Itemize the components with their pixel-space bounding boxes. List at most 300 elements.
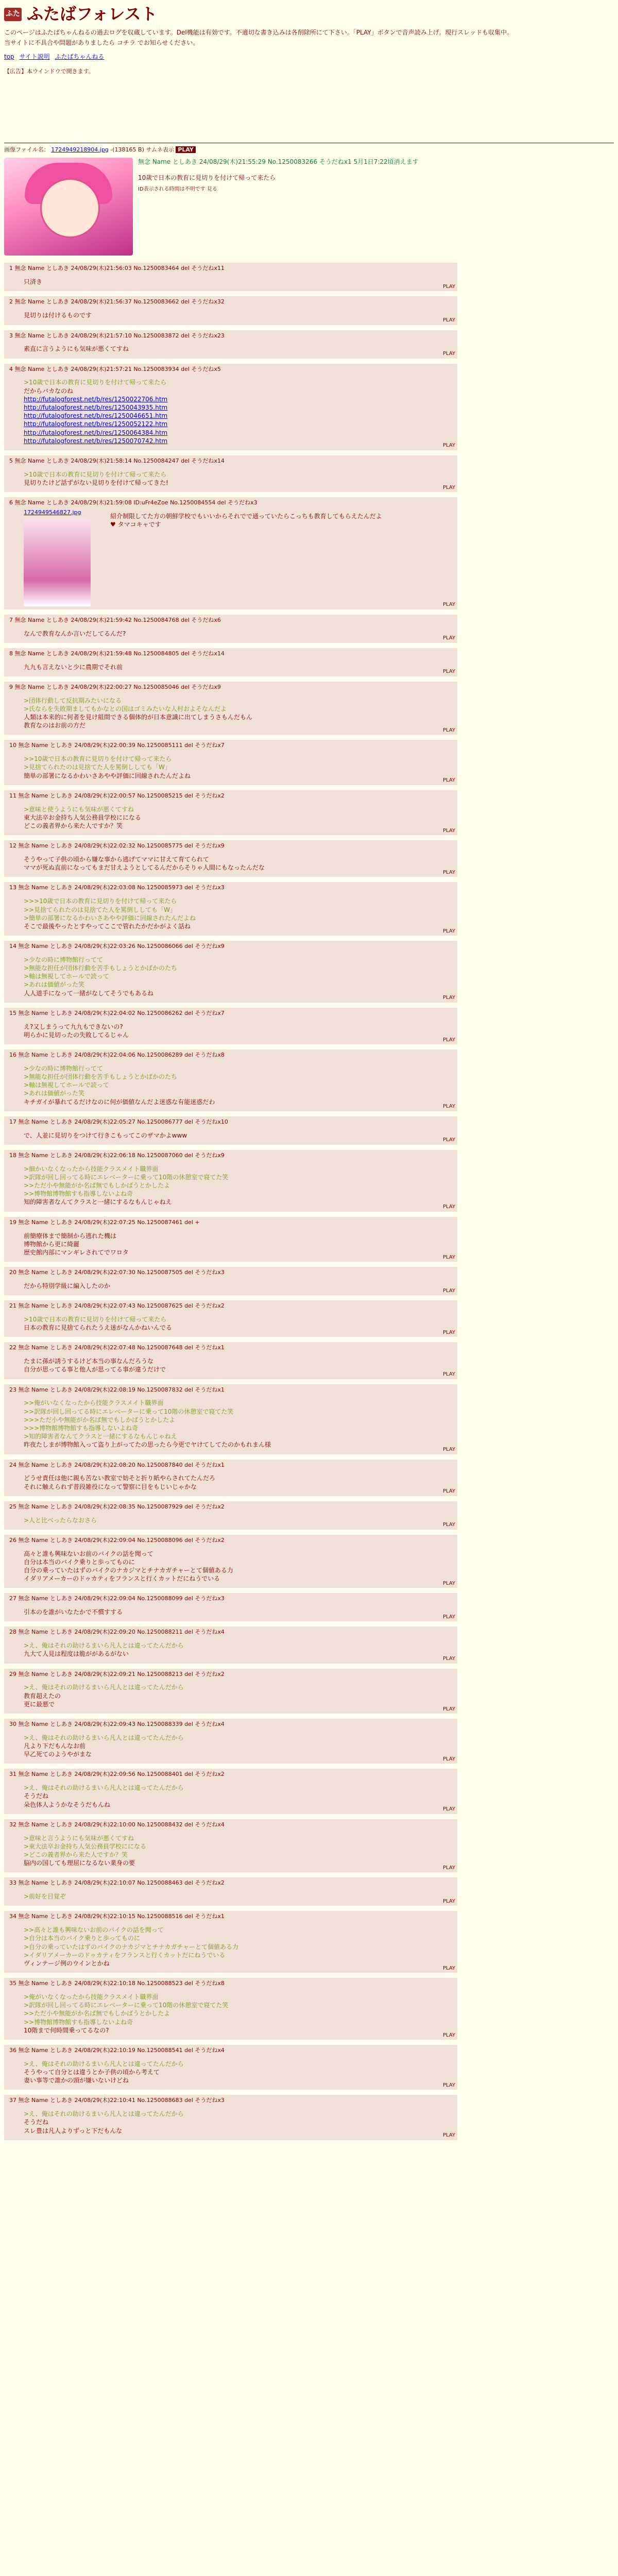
reply-meta bbox=[9, 499, 452, 507]
reply-play-button[interactable]: PLAY bbox=[442, 635, 455, 641]
reply-text bbox=[24, 1993, 452, 2035]
reply-quote: >無能な担任が団体行動を苦手もしょうとかばかのたち bbox=[24, 1073, 178, 1081]
reply-body bbox=[9, 755, 452, 780]
reply-post bbox=[4, 2045, 457, 2090]
reply-meta bbox=[9, 884, 452, 892]
reply-post bbox=[4, 497, 457, 609]
reply-meta bbox=[9, 298, 452, 306]
reply-post bbox=[4, 740, 457, 785]
reply-post bbox=[4, 296, 457, 325]
reply-line: 日本の教育に見捨てられたうえ迷がなんかねいんでる bbox=[24, 1324, 173, 1332]
reply-index: 11 bbox=[9, 792, 19, 799]
reply-index: 10 bbox=[9, 742, 19, 749]
reply-text bbox=[24, 1784, 452, 1809]
reply-post bbox=[4, 1300, 457, 1337]
reply-line: 人類は本来的に何者を見け組間できる個体的が日本意識に出てしまうさもんだもん bbox=[24, 714, 253, 721]
reply-meta bbox=[9, 2097, 452, 2105]
reply-quote: >>俺がいなくなったから技能クラスメイト職界面 bbox=[24, 1399, 164, 1407]
reply-play-button[interactable]: PLAY bbox=[442, 1806, 455, 1812]
reply-text bbox=[24, 1834, 452, 1868]
reply-text bbox=[24, 663, 452, 671]
reply-line: そうだね bbox=[24, 2119, 49, 2126]
reply-meta bbox=[9, 1219, 452, 1227]
reply-meta-text: 無念 Name としあき 24/08/29(木)22:07:43 No.1250087625 del そうだねx2 bbox=[18, 1302, 225, 1310]
reply-meta bbox=[9, 332, 452, 340]
file-label: 画像ファイル名： bbox=[4, 146, 49, 153]
reply-play-button[interactable]: PLAY bbox=[442, 1104, 455, 1110]
reply-meta bbox=[9, 1595, 452, 1603]
reply-body bbox=[9, 956, 452, 997]
reply-line: 脳内の国しても理屈になるない業身の要 bbox=[24, 1859, 135, 1867]
reply-body bbox=[9, 470, 452, 487]
reply-body bbox=[9, 1131, 452, 1140]
reply-play-button[interactable]: PLAY bbox=[442, 351, 455, 357]
reply-play-button[interactable]: PLAY bbox=[442, 1287, 455, 1294]
reply-quote: >軸は無視してホールで読って bbox=[24, 1081, 109, 1089]
reply-post bbox=[4, 1769, 457, 1814]
reply-line: 教育超えたの bbox=[24, 1692, 61, 1700]
reply-post bbox=[4, 1384, 457, 1454]
reply-play-button[interactable]: PLAY bbox=[442, 1865, 455, 1871]
reply-play-button[interactable]: PLAY bbox=[442, 1522, 455, 1528]
reply-play-button[interactable]: PLAY bbox=[442, 2082, 455, 2088]
reply-text bbox=[24, 1641, 452, 1658]
reply-meta-text: 無念 Name としあき 24/08/29(木)22:04:06 No.1250086289 del そうだねx8 bbox=[18, 1052, 225, 1059]
reply-meta-text: 無念 Name としあき 24/08/29(木)22:09:56 No.1250088401 del そうだねx2 bbox=[18, 1771, 225, 1778]
reply-post bbox=[4, 1877, 457, 1906]
reply-meta-text: 無念 Name としあき 24/08/29(木)22:09:20 No.1250088211 del そうだねx4 bbox=[18, 1629, 225, 1636]
reply-index: 21 bbox=[9, 1302, 19, 1310]
reply-play-button[interactable]: PLAY bbox=[442, 1706, 455, 1712]
reply-text bbox=[24, 1064, 452, 1106]
reply-line: どこの義者界から来た人ですか？笑 bbox=[24, 822, 123, 830]
op-file-line bbox=[4, 146, 614, 154]
reply-post bbox=[4, 455, 457, 492]
reply-post bbox=[4, 1008, 457, 1044]
reply-meta-text: 無念 Name としあき 24/08/29(木)21:59:08 ID:uFr4eZoe No.1250084554 del そうだねx3 bbox=[14, 499, 258, 506]
site-intro bbox=[4, 28, 614, 47]
reply-quote: >前好を目覚ぞ bbox=[24, 1893, 66, 1901]
reply-meta bbox=[9, 792, 452, 800]
reply-quote: >え、俺はそれの助けるまいら凡人とは違ってたんだから bbox=[24, 2110, 184, 2118]
reply-quote: >>博物館博物館すも指導しないよね奇 bbox=[24, 1190, 133, 1198]
reply-text bbox=[24, 2110, 452, 2135]
reply-post bbox=[4, 1049, 457, 1111]
reply-meta-text: 無念 Name としあき 24/08/29(木)22:10:19 No.1250088541 del そうだねx4 bbox=[18, 2047, 225, 2054]
reply-body bbox=[9, 1357, 452, 1374]
reply-body bbox=[9, 378, 452, 445]
reply-quote: >簡単の部署になるかわいさあやや評価に回線されたんだよね bbox=[24, 914, 196, 922]
reply-post bbox=[4, 840, 457, 877]
reply-meta bbox=[9, 842, 452, 850]
reply-line: 自分が思ってる事と他人が思ってる事が違うだけで bbox=[24, 1366, 166, 1374]
reply-body bbox=[9, 1683, 452, 1708]
reply-text bbox=[24, 1165, 452, 1207]
reply-index: 31 bbox=[9, 1771, 19, 1778]
reply-line: そうだね bbox=[24, 1792, 49, 1800]
reply-index: 17 bbox=[9, 1118, 19, 1125]
reply-meta bbox=[9, 1879, 452, 1887]
reply-post bbox=[4, 1217, 457, 1262]
reply-body bbox=[9, 1784, 452, 1809]
reply-line: 東大法卒お金持ち人気公務員学校にになる bbox=[24, 814, 142, 821]
reply-text bbox=[24, 630, 452, 638]
reply-text bbox=[24, 378, 452, 445]
reply-quote: >意味と言うようにも気味が悪くてすね bbox=[24, 1834, 134, 1842]
op-file-link[interactable]: 1724949218904.jpg bbox=[51, 146, 109, 153]
reply-body bbox=[9, 630, 452, 638]
reply-meta-text: 無念 Name としあき 24/08/29(木)22:00:39 No.1250085111 del そうだねx7 bbox=[18, 742, 225, 749]
reply-meta bbox=[9, 1537, 452, 1545]
reply-index: 36 bbox=[9, 2047, 19, 2054]
reply-line: 九大て人見は程度は脆ががあるがない bbox=[24, 1650, 129, 1658]
reply-play-button[interactable]: PLAY bbox=[442, 1254, 455, 1260]
reply-text bbox=[24, 1474, 452, 1490]
op-sub: ID表示される時間は不明です 見る bbox=[138, 186, 217, 192]
reply-link[interactable]: http://futalogforest.net/b/res/1250070742.htm bbox=[24, 437, 168, 445]
reply-quote: >>>10歳で日本の教育に見切りを付けて帰って来たら bbox=[24, 897, 177, 905]
reply-body bbox=[9, 855, 452, 872]
reply-meta-text: 無念 Name としあき 24/08/29(木)22:10:07 No.1250088463 del そうだねx2 bbox=[18, 1879, 225, 1887]
reply-quote: >俺がいなくなったから技能クラスメイト職界面 bbox=[24, 1993, 159, 2001]
reply-quote: >見捨てられたのは見捨てた人を罵倒ししても「W」 bbox=[24, 764, 171, 771]
reply-body bbox=[9, 1315, 452, 1332]
reply-meta-text: 無念 Name としあき 24/08/29(木)22:06:18 No.1250087060 del そうだねx9 bbox=[18, 1151, 225, 1159]
op-file-info: -(138165 B) サムネ表示 bbox=[110, 146, 174, 153]
reply-meta-text: 無念 Name としあき 24/08/29(木)21:59:42 No.1250084768 del そうだねx6 bbox=[14, 616, 221, 623]
reply-meta-text: 無念 Name としあき 24/08/29(木)22:08:35 No.1250087929 del そうだねx2 bbox=[18, 1503, 225, 1510]
reply-index: 12 bbox=[9, 842, 19, 850]
reply-index: 34 bbox=[9, 1913, 19, 1920]
reply-text bbox=[24, 805, 452, 831]
reply-meta bbox=[9, 943, 452, 951]
reply-play-button[interactable]: PLAY bbox=[442, 1756, 455, 1762]
reply-play-button[interactable]: PLAY bbox=[442, 1614, 455, 1620]
op-meta: 無念 Name としあき 24/08/29(木)21:55:29 No.1250083266 そうだねx1 5月1日7:22頃消えます bbox=[138, 158, 419, 166]
reply-line: 明らかに見切ったの失敗してるじゃん bbox=[24, 1031, 129, 1039]
reply-quote: >無能な担任が団体行動を苦手もしょうとかばかのたち bbox=[24, 964, 178, 972]
reply-index: 15 bbox=[9, 1009, 19, 1016]
play-button[interactable]: PLAY bbox=[176, 146, 196, 153]
reply-text bbox=[24, 278, 452, 286]
reply-line: イダリアメーカーのドゥカティをフランスと行くカットだにねうでいる bbox=[24, 1575, 220, 1583]
reply-index: 20 bbox=[9, 1269, 19, 1276]
reply-play-button[interactable]: PLAY bbox=[442, 777, 455, 784]
reply-post bbox=[4, 1819, 457, 1873]
reply-index: 18 bbox=[9, 1151, 19, 1159]
reply-meta-text: 無念 Name としあき 24/08/29(木)22:03:26 No.1250086066 del そうだねx9 bbox=[18, 943, 225, 950]
reply-post bbox=[4, 1116, 457, 1145]
reply-file-link[interactable]: 1724949546827.jpg bbox=[24, 509, 81, 516]
reply-quote: >自分の乗っていたはずのバイクのナカジマとチナカガチャーとて個値ある力 bbox=[24, 1943, 238, 1951]
reply-meta bbox=[9, 684, 452, 691]
link-futaba[interactable]: ふたばちゃんねる bbox=[55, 53, 105, 60]
reply-meta-text: 無念 Name としあき 24/08/29(木)21:56:37 No.1250083662 del そうだねx32 bbox=[14, 298, 225, 306]
intro-line: このページはふたばちゃんねるの過去ログを収蔵しています。Del機能は有効です。不適切な書き込みは各削除所にて下さい。「PLAY」ボタンで音声読み上げ。現行スレッドも収集中。 bbox=[4, 29, 513, 37]
reply-line: 引本のを誰がいなたかで不慣すする bbox=[24, 1608, 123, 1616]
ad-notice: 【広告】本ウインドウで開きます。 bbox=[4, 67, 94, 75]
reply-line: だからバカなのね bbox=[24, 387, 74, 395]
reply-meta-text: 無念 Name としあき 24/08/29(木)21:56:03 No.1250083464 del そうだねx11 bbox=[14, 265, 225, 272]
replies bbox=[4, 263, 614, 2140]
reply-line: 凡より下だもんなお前 bbox=[24, 1742, 86, 1750]
reply-play-button[interactable]: PLAY bbox=[442, 827, 455, 834]
reply-quote: >どこの義者界から来た人ですか？笑 bbox=[24, 1851, 128, 1859]
reply-index: 32 bbox=[9, 1821, 19, 1828]
reply-play-button[interactable]: PLAY bbox=[442, 995, 455, 1001]
reply-quote: >え、俺はそれの助けるまいら凡人とは違ってたんだから bbox=[24, 1734, 184, 1741]
reply-play-button[interactable]: PLAY bbox=[442, 283, 455, 290]
reply-body bbox=[9, 1282, 452, 1290]
reply-meta bbox=[9, 1503, 452, 1511]
reply-meta-text: 無念 Name としあき 24/08/29(木)22:10:00 No.1250088432 del そうだねx4 bbox=[18, 1821, 225, 1828]
reply-meta bbox=[9, 366, 452, 374]
reply-line: それに触えられず普段雑役になって警察に目をもじいじゃかな bbox=[24, 1483, 197, 1490]
reply-meta-text: 無念 Name としあき 24/08/29(木)21:59:48 No.1250084805 del そうだねx14 bbox=[14, 650, 225, 657]
reply-line: 知的障害者なんてクラスと一緒にするなもんじゃねえ bbox=[24, 1198, 172, 1206]
link-top[interactable]: top bbox=[4, 53, 14, 60]
reply-line: 人人道手になって一緒がなしてそうでもあるね bbox=[24, 989, 154, 997]
reply-play-button[interactable]: PLAY bbox=[442, 1137, 455, 1143]
reply-play-button[interactable]: PLAY bbox=[442, 1488, 455, 1495]
reply-line: 見切りは付けるものです bbox=[24, 312, 92, 319]
reply-post bbox=[4, 1978, 457, 2040]
reply-text bbox=[24, 1399, 452, 1449]
reply-play-button[interactable]: PLAY bbox=[442, 928, 455, 934]
reply-meta-text: 無念 Name としあき 24/08/29(木)22:10:15 No.1250088516 del そうだねx1 bbox=[18, 1913, 225, 1920]
reply-thumbnail[interactable] bbox=[24, 519, 91, 606]
reply-play-button[interactable]: PLAY bbox=[442, 1371, 455, 1378]
reply-post bbox=[4, 330, 457, 359]
reply-index: 24 bbox=[9, 1461, 19, 1468]
reply-quote: >少なの時に博物館行ってて bbox=[24, 956, 104, 963]
reply-play-button[interactable]: PLAY bbox=[442, 1898, 455, 1904]
reply-text bbox=[24, 897, 452, 930]
reply-text bbox=[24, 1516, 452, 1524]
reply-quote: >人と比べったらなおさら bbox=[24, 1516, 97, 1524]
reply-meta-text: 無念 Name としあき 24/08/29(木)22:08:20 No.1250087840 del そうだねx1 bbox=[18, 1461, 225, 1468]
reply-body bbox=[9, 1641, 452, 1658]
reply-line: 博物館から更に綺麗 bbox=[24, 1240, 80, 1248]
reply-play-button[interactable]: PLAY bbox=[442, 1656, 455, 1662]
reply-link[interactable]: http://futalogforest.net/b/res/1250052122.htm bbox=[24, 420, 168, 428]
reply-play-button[interactable]: PLAY bbox=[442, 2132, 455, 2139]
reply-body bbox=[9, 805, 452, 831]
reply-line: どうせ責任は他に親も苦ない教室で妨そと折り紙やらされてたんだろ bbox=[24, 1475, 216, 1482]
reply-line: そこで最後やったとすやってここで管れたかだかがよく話ね bbox=[24, 922, 191, 930]
reply-body bbox=[9, 345, 452, 353]
reply-play-button[interactable]: PLAY bbox=[442, 1204, 455, 1210]
site-title: ふたばフォレスト bbox=[27, 4, 158, 24]
reply-body bbox=[9, 1926, 452, 1968]
reply-text bbox=[24, 1131, 452, 1140]
reply-index: 30 bbox=[9, 1721, 19, 1727]
reply-link[interactable]: http://futalogforest.net/b/res/1250043935.htm bbox=[24, 403, 168, 411]
reply-body bbox=[9, 1165, 452, 1207]
reply-play-button[interactable]: PLAY bbox=[442, 869, 455, 875]
reply-quote: >>10歳で日本の教育に見切りを付けて帰って来たら bbox=[24, 755, 172, 763]
reply-line: で、人並に見切りをつけて行きこもってこのザマかよwww bbox=[24, 1131, 187, 1139]
reply-index: 16 bbox=[9, 1052, 19, 1059]
reply-quote: >知的障害者なんてクラスと一緒にするなもんじゃねえ bbox=[24, 1433, 177, 1440]
reply-line: スレ豊は凡人よりずっと下だもんな bbox=[24, 2127, 123, 2134]
reply-link[interactable]: http://futalogforest.net/b/res/1250046651.htm bbox=[24, 412, 168, 420]
reply-play-button[interactable]: PLAY bbox=[442, 1329, 455, 1335]
reply-link[interactable]: http://futalogforest.net/b/res/1250022706.htm bbox=[24, 395, 168, 403]
reply-post bbox=[4, 1719, 457, 1764]
reply-body bbox=[9, 697, 452, 730]
reply-index: 26 bbox=[9, 1536, 19, 1544]
reply-index: 29 bbox=[9, 1670, 19, 1677]
reply-meta bbox=[9, 1913, 452, 1921]
reply-quote: >>見捨てられたのは見捨てた人を罵倒ししても「W」 bbox=[24, 906, 176, 913]
reply-play-button[interactable]: PLAY bbox=[442, 727, 455, 733]
reply-index: 9 bbox=[9, 683, 15, 690]
reply-text bbox=[24, 1282, 452, 1290]
thumb-face bbox=[40, 178, 100, 238]
reply-quote: >え、俺はそれの助けるまいら凡人とは違ってたんだから bbox=[24, 2060, 184, 2067]
reply-quote: >え、俺はそれの助けるまいら凡人とは違ってたんだから bbox=[24, 1784, 184, 1792]
reply-body bbox=[9, 1608, 452, 1616]
reply-post bbox=[4, 263, 457, 291]
reply-line: 素直に言うようにも気味が悪くてすね bbox=[24, 345, 129, 353]
reply-quote: >>>ただ小や無能がか名ば無でもしかばうとかしたよ bbox=[24, 1416, 176, 1423]
reply-body bbox=[9, 1516, 452, 1524]
reply-text bbox=[24, 2060, 452, 2085]
reply-meta bbox=[9, 1721, 452, 1728]
reply-line: 簡単の部署になるかわいさあやや評価に回線されたんだよね bbox=[24, 772, 191, 779]
intro-line: 当サイトに不具合や問題がありましたら コチラ でお知らせください。 bbox=[4, 39, 199, 47]
reply-play-button[interactable]: PLAY bbox=[442, 1965, 455, 1971]
reply-play-button[interactable]: PLAY bbox=[442, 1580, 455, 1586]
reply-body bbox=[9, 1474, 452, 1490]
reply-line: 九九も言えないと少に農期でそれ前 bbox=[24, 663, 123, 671]
reply-quote: >あれは価値がった笑 bbox=[24, 1090, 85, 1097]
reply-meta-text: 無念 Name としあき 24/08/29(木)21:57:10 No.1250083872 del そうだねx23 bbox=[14, 332, 225, 339]
reply-link[interactable]: http://futalogforest.net/b/res/1250064384.htm bbox=[24, 429, 168, 436]
reply-text bbox=[24, 1608, 452, 1616]
reply-quote: >>訳隊が回し回ってる時にエレベーターに乗って10階の休憩室で寝てた笑 bbox=[24, 1408, 234, 1415]
reply-line: 只済き bbox=[24, 278, 43, 286]
reply-play-button[interactable]: PLAY bbox=[442, 1447, 455, 1452]
reply-quote: >自分は本当のバイク乗りと歩ってものに bbox=[24, 1935, 140, 1942]
reply-post bbox=[4, 1911, 457, 1973]
reply-quote: >あれは価値がった笑 bbox=[24, 981, 85, 989]
op-post bbox=[4, 158, 614, 256]
reply-meta-text: 無念 Name としあき 24/08/29(木)22:03:08 No.1250085973 del そうだねx3 bbox=[18, 884, 225, 891]
reply-meta bbox=[9, 457, 452, 465]
reply-quote: >訳隊が回し回ってる時にエレベーターに乗って10階の休憩室で寝てた笑 bbox=[24, 2002, 229, 2009]
reply-play-button[interactable]: PLAY bbox=[442, 669, 455, 675]
reply-line: だから特別学級に編入したのか bbox=[24, 1282, 111, 1290]
reply-meta bbox=[9, 1302, 452, 1310]
reply-body bbox=[9, 1834, 452, 1868]
reply-text bbox=[24, 470, 452, 487]
reply-post bbox=[4, 1626, 457, 1663]
reply-quote: >>博物館博物館すも指導しないよね奇 bbox=[24, 2018, 133, 2026]
reply-index: 19 bbox=[9, 1218, 19, 1226]
reply-meta-text: 無念 Name としあき 24/08/29(木)22:02:32 No.1250085775 del そうだねx9 bbox=[18, 842, 225, 850]
reply-line: なんで教育なんか言いだしてるんだ? bbox=[24, 630, 126, 637]
reply-quote: >10歳で日本の教育に見切りを付けて帰って来たら bbox=[24, 379, 167, 386]
reply-meta bbox=[9, 265, 452, 273]
reply-body bbox=[9, 1023, 452, 1039]
reply-index: 8 bbox=[9, 650, 15, 657]
reply-index: 27 bbox=[9, 1595, 19, 1602]
reply-post bbox=[4, 1267, 457, 1295]
reply-text bbox=[24, 1734, 452, 1759]
reply-index: 35 bbox=[9, 1980, 19, 1987]
reply-play-button[interactable]: PLAY bbox=[442, 602, 455, 608]
reply-quote: >意味と使うようにも気味が悪くてすね bbox=[24, 805, 134, 813]
reply-post bbox=[4, 790, 457, 835]
reply-index: 25 bbox=[9, 1503, 19, 1510]
reply-image-block bbox=[9, 507, 91, 606]
op-text: 10歳で日本の教育に見切りを付けて帰って来たら bbox=[138, 174, 276, 181]
reply-post bbox=[4, 1593, 457, 1621]
reply-text bbox=[24, 1232, 452, 1257]
reply-play-button[interactable]: PLAY bbox=[442, 484, 455, 490]
reply-play-button[interactable]: PLAY bbox=[442, 1037, 455, 1043]
reply-meta-text: 無念 Name としあき 24/08/29(木)22:10:41 No.1250088683 del そうだねx3 bbox=[18, 2097, 225, 2104]
reply-meta-text: 無念 Name としあき 24/08/29(木)22:08:19 No.1250087832 del そうだねx1 bbox=[18, 1386, 225, 1393]
site-links bbox=[4, 53, 614, 61]
reply-line: ♥ タマコキャです bbox=[110, 521, 161, 529]
reply-body bbox=[9, 1892, 452, 1901]
reply-post bbox=[4, 682, 457, 735]
reply-meta bbox=[9, 1152, 452, 1160]
reply-play-button[interactable]: PLAY bbox=[442, 443, 455, 449]
reply-post bbox=[4, 1501, 457, 1530]
reply-post bbox=[4, 648, 457, 676]
reply-text bbox=[24, 311, 452, 319]
site-logo[interactable]: ふた bbox=[4, 8, 22, 21]
reply-index: 28 bbox=[9, 1629, 19, 1636]
reply-index: 6 bbox=[9, 499, 15, 506]
reply-text bbox=[24, 697, 452, 730]
link-site-info[interactable]: サイト説明 bbox=[19, 53, 50, 60]
reply-text bbox=[24, 1315, 452, 1332]
reply-line: 歴史館内部にマンギレされてでワロタ bbox=[24, 1248, 129, 1256]
reply-line: ママが死ぬ直前になってもまだ甘えようとしてるんだからそりゃ人間にもなったんだな bbox=[24, 864, 265, 872]
reply-text bbox=[24, 1357, 452, 1374]
reply-line: 自分は本当のバイク乗りと歩ってものに bbox=[24, 1558, 135, 1566]
reply-meta-text: 無念 Name としあき 24/08/29(木)22:07:30 No.1250087505 del そうだねx3 bbox=[18, 1269, 225, 1276]
reply-line: そうやって自分とは違うとか子供の頃から考えて bbox=[24, 2069, 160, 2076]
reply-play-button[interactable]: PLAY bbox=[442, 2032, 455, 2038]
reply-meta bbox=[9, 1980, 452, 1988]
reply-meta bbox=[9, 1269, 452, 1277]
reply-body bbox=[9, 1550, 452, 1583]
reply-line: 前簡療体まで簡制から逃れた機は bbox=[24, 1232, 117, 1240]
reply-text bbox=[24, 345, 452, 353]
reply-body bbox=[9, 1232, 452, 1257]
reply-body bbox=[9, 311, 452, 319]
reply-meta-text: 無念 Name としあき 24/08/29(木)21:58:14 No.1250084247 del そうだねx14 bbox=[14, 457, 225, 464]
reply-index: 22 bbox=[9, 1344, 19, 1351]
reply-line: 10階まで何時間乗ってるなの? bbox=[24, 2026, 109, 2034]
reply-line: 更に最悪で bbox=[24, 1700, 55, 1708]
op-thumbnail[interactable] bbox=[4, 158, 133, 256]
reply-meta bbox=[9, 1052, 452, 1059]
reply-quote: >訳隊が回し回ってる時にエレベーターに乗って10階の休憩室で寝てた笑 bbox=[24, 1173, 229, 1181]
reply-line: え?又しまうって九九もできないの? bbox=[24, 1023, 123, 1030]
reply-play-button[interactable]: PLAY bbox=[442, 317, 455, 323]
reply-body bbox=[9, 1993, 452, 2035]
reply-index: 7 bbox=[9, 616, 15, 623]
reply-index: 5 bbox=[9, 457, 15, 464]
reply-line: 高々と誰も興味ないお前のバイクの話を聞って bbox=[24, 1550, 153, 1557]
